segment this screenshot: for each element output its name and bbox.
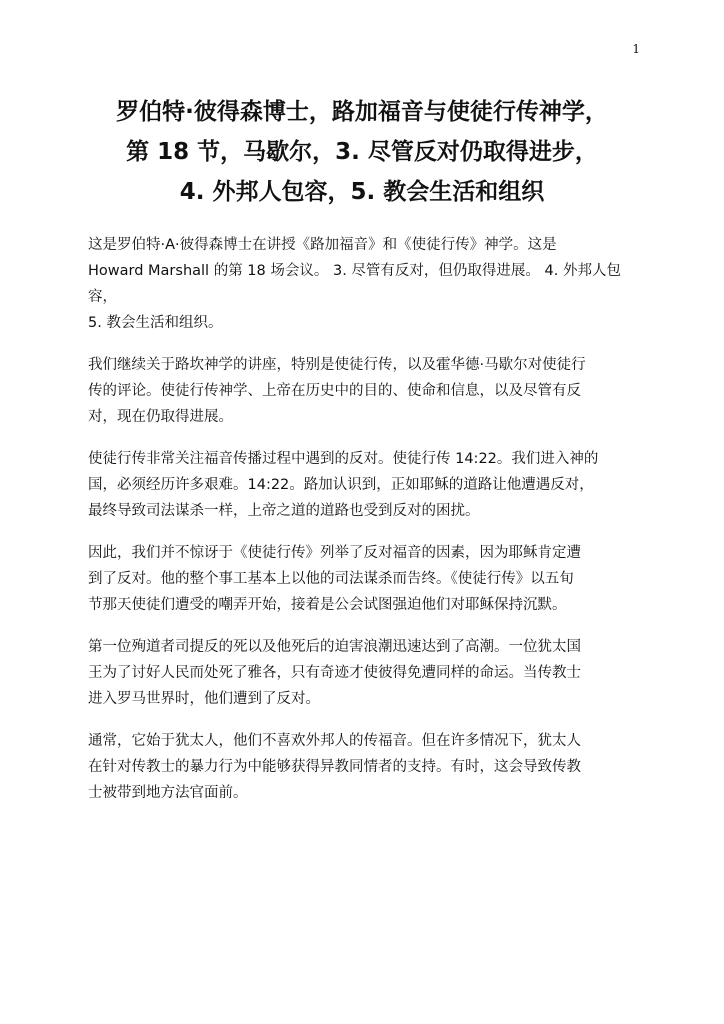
text-line: 使徒行传非常关注福音传播过程中遇到的反对。使徒行传 14:22。我们进入神的 [88,451,599,467]
text-line: Howard Marshall 的第 18 场会议。 3. 尽管有反对，但仍取得进展。 4. 外邦人包 [88,263,621,279]
text-line: 王为了讨好人民而处死了雅各，只有奇迹才使彼得免遭同样的命运。当传教士 [88,665,581,681]
text-line: 进入罗马世界时，他们遭到了反对。 [88,691,320,707]
page-title [60,92,664,212]
text-line: 这是罗伯特·A·彼得森博士在讲授《路加福音》和《使徒行传》神学。这是 [88,237,557,253]
paragraph [88,634,644,712]
text-line: 我们继续关于路坎神学的讲座，特别是使徒行传，以及霍华德·马歇尔对使徒行 [88,357,586,373]
paragraph [88,232,644,336]
text-line: 最终导致司法谋杀一样，上帝之道的道路也受到反对的困扰。 [88,503,480,519]
title-line: 罗伯特·彼得森博士，路加福音与使徒行传神学， [116,99,608,125]
title-line: 第 18 节，马歇尔，3. 尽管反对仍取得进步， [126,139,598,165]
text-line: 第一位殉道者司提反的死以及他死后的迫害浪潮迅速达到了高潮。一位犹太国 [88,639,581,655]
text-line: 到了反对。他的整个事工基本上以他的司法谋杀而告终。《使徒行传》以五旬 [88,571,574,587]
paragraph [88,540,644,618]
text-line: 容， [88,289,117,305]
text-line: 通常，它始于犹太人，他们不喜欢外邦人的传福音。但在许多情况下，犹太人 [88,733,581,749]
text-line: 因此，我们并不惊讶于《使徒行传》列举了反对福音的因素，因为耶稣肯定遭 [88,545,581,561]
text-line: 国，必须经历许多艰难。14:22。路加认识到，正如耶稣的道路让他遭遇反对， [88,477,594,493]
paragraph [88,728,644,806]
document-body [88,232,644,822]
page-number: 1 [632,42,640,56]
title-line: 4. 外邦人包容，5. 教会生活和组织 [179,179,545,205]
text-line: 传的评论。使徒行传神学、上帝在历史中的目的、使命和信息，以及尽管有反 [88,383,581,399]
text-line: 5. 教会生活和组织。 [88,315,223,331]
paragraph [88,352,644,430]
text-line: 对，现在仍取得进展。 [88,409,233,425]
text-line: 节那天使徒们遭受的嘲弄开始，接着是公会试图强迫他们对耶稣保持沉默。 [88,597,567,613]
text-line: 士被带到地方法官面前。 [88,785,248,801]
text-line: 在针对传教士的暴力行为中能够获得异教同情者的支持。有时，这会导致传教 [88,759,581,775]
paragraph [88,446,644,524]
